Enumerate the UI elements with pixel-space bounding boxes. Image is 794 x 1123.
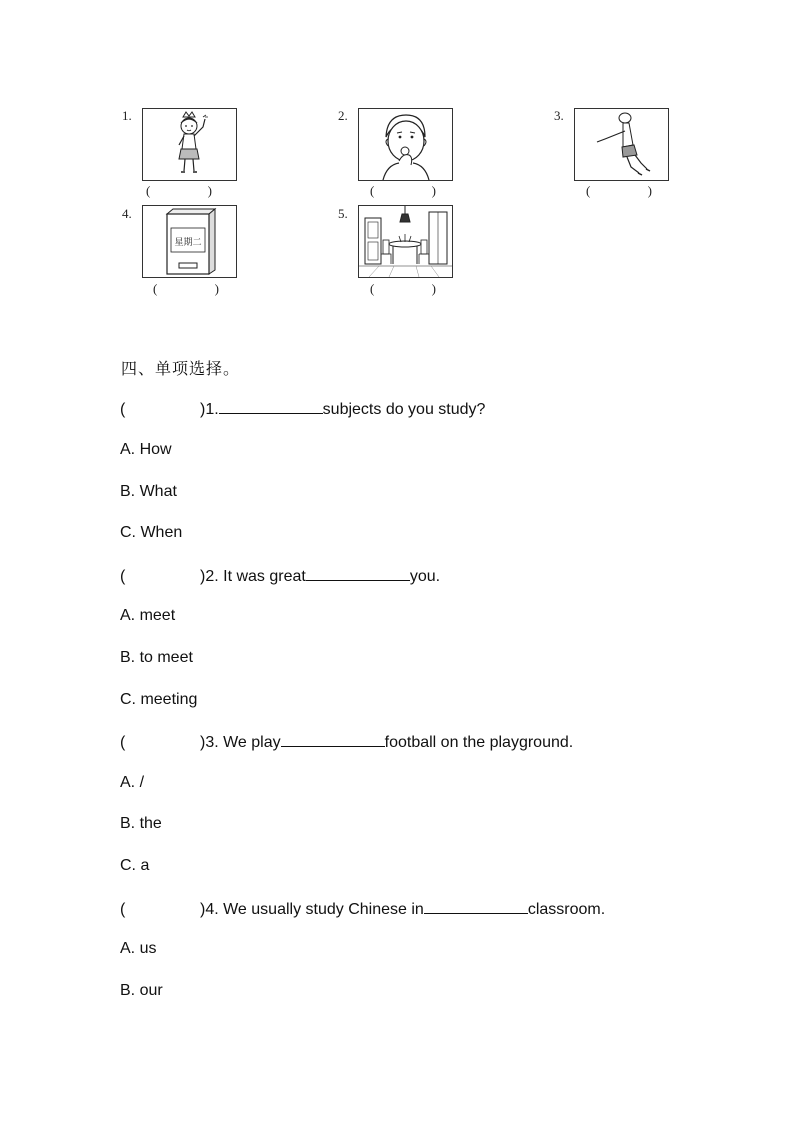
girl-waving-icon [143,109,236,180]
picture-4-number: 4. [122,206,132,221]
option[interactable]: A. meet [120,607,176,624]
question-1: ( )1. subjects do you study? [120,401,486,418]
picture-5-number: 5. [338,206,348,221]
answer-slot[interactable]: ( [120,568,126,585]
picture-5-answer[interactable]: ( ) [370,281,436,296]
picture-1-answer[interactable]: ( ) [146,183,212,198]
picture-3-answer[interactable]: ( ) [586,183,652,198]
option[interactable]: B. our [120,982,163,999]
option[interactable]: A. us [120,940,157,957]
picture-1-frame [142,108,237,181]
jumping-person-icon [575,109,668,180]
picture-2-answer[interactable]: ( ) [370,183,436,198]
picture-1-number: 1. [122,108,132,123]
option[interactable]: B. What [120,483,177,500]
question-4: ( )4. We usually study Chinese in classroom. [120,901,606,918]
option[interactable]: C. When [120,524,183,541]
option[interactable]: B. the [120,815,162,832]
blank-line[interactable] [281,732,385,747]
answer-slot[interactable]: ( [120,401,126,418]
picture-3-number: 3. [554,108,564,123]
boy-eating-icon [359,109,452,180]
calendar-caption: 星期二 [174,238,202,248]
blank-line[interactable] [306,566,410,581]
option[interactable]: C. a [120,857,150,874]
dining-room-icon [359,206,452,277]
picture-4-answer[interactable]: ( ) [153,281,219,296]
option[interactable]: A. How [120,441,172,458]
picture-4-frame [142,205,237,278]
answer-slot[interactable]: ( [120,901,126,918]
picture-3-frame [574,108,669,181]
blank-line[interactable] [424,899,528,914]
picture-5-frame [358,205,453,278]
option[interactable]: B. to meet [120,649,193,666]
picture-2-number: 2. [338,108,348,123]
question-2: ( )2. It was great you. [120,568,441,585]
option[interactable]: A. / [120,774,145,791]
question-3: ( )3. We play football on the playground. [120,734,574,751]
option[interactable]: C. meeting [120,691,198,708]
blank-line[interactable] [219,399,323,414]
section-title: 四、单项选择。 [121,359,241,378]
answer-slot[interactable]: ( [120,734,126,751]
picture-2-frame [358,108,453,181]
